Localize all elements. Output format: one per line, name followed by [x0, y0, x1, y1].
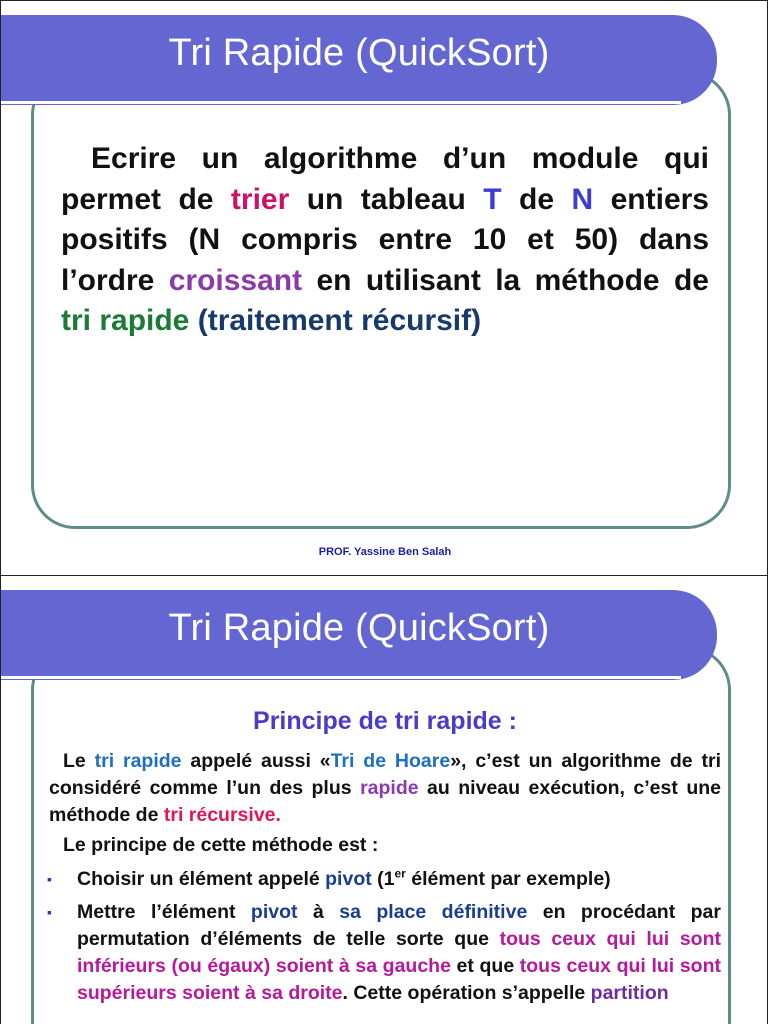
list-text: en procédant par permutation d’éléments de telle sorte que [77, 901, 721, 950]
slide-title: Tri Rapide (QuickSort) [168, 31, 550, 74]
principle-intro: Le principe de cette méthode est : [63, 834, 379, 856]
keyword-pivot: pivot [325, 868, 372, 890]
keyword-tri-de-hoare: Tri de Hoare [330, 750, 451, 772]
keyword-croissant: croissant [168, 263, 303, 297]
principle-list [45, 866, 721, 1013]
statement-text: entiers positifs (N compris entre 10 et 50) dans l’ordre [61, 182, 709, 297]
keyword-inferieurs-gauche: tous ceux qui lui sont inférieurs (ou égaux) soient à sa gauche [77, 928, 721, 977]
paragraph-text: appelé aussi « [181, 750, 331, 772]
keyword-tri-rapide: tri rapide [61, 304, 190, 338]
keyword-partition: partition [590, 982, 669, 1004]
list-item [45, 899, 721, 1007]
keyword-trier: trier [230, 182, 290, 216]
keyword-tri-recursive: tri récursive. [163, 804, 281, 826]
slide-footer: PROF. Yassine Ben Salah [318, 546, 452, 558]
list-text: à [297, 901, 340, 923]
paragraph-text: Le [63, 750, 95, 772]
paragraph-text: », c’est un algorithme de tri considéré comme l’un des plus [49, 750, 721, 799]
statement-text: un tableau [289, 182, 484, 216]
paragraph-text: au niveau exécution, c’est une méthode de [49, 777, 721, 826]
keyword-traitement-recursif: (traitement récursif) [197, 304, 482, 338]
slide-title: Tri Rapide (QuickSort) [168, 606, 550, 649]
keyword-pivot: pivot [250, 901, 298, 923]
keyword-T: T [483, 182, 502, 216]
section-heading: Principe de tri rapide : [253, 707, 517, 735]
list-text: . Cette opération s’appelle [342, 982, 591, 1004]
list-text: Choisir un élément appelé [77, 868, 326, 890]
slide-title-bar [1, 15, 717, 105]
slide-title-bar [1, 590, 717, 680]
list-text: Mettre l’élément [77, 901, 251, 923]
slide-2 [0, 576, 768, 1024]
exercise-statement [61, 139, 709, 342]
keyword-N: N [571, 182, 594, 216]
keyword-rapide: rapide [360, 777, 419, 799]
intro-paragraph [49, 748, 721, 829]
list-text: et que [450, 955, 520, 977]
bullet-icon: ▪ [47, 871, 52, 887]
list-item [45, 866, 721, 893]
statement-text: Ecrire un algorithme d’un module qui permet de [61, 142, 709, 216]
keyword-tri-rapide: tri rapide [94, 750, 182, 772]
bullet-icon: ▪ [47, 904, 52, 920]
list-text: (1 [371, 868, 395, 890]
list-text: élément par exemple) [405, 868, 611, 890]
title-underline [1, 101, 681, 104]
statement-text: de [501, 182, 572, 216]
statement-text: en utilisant la méthode de [302, 263, 709, 297]
superscript-er: er [394, 866, 406, 881]
keyword-sa-place-definitive: sa place définitive [339, 901, 528, 923]
title-underline [1, 676, 681, 679]
keyword-superieurs-droite: tous ceux qui lui sont supérieurs soient à sa droite [77, 955, 721, 1004]
